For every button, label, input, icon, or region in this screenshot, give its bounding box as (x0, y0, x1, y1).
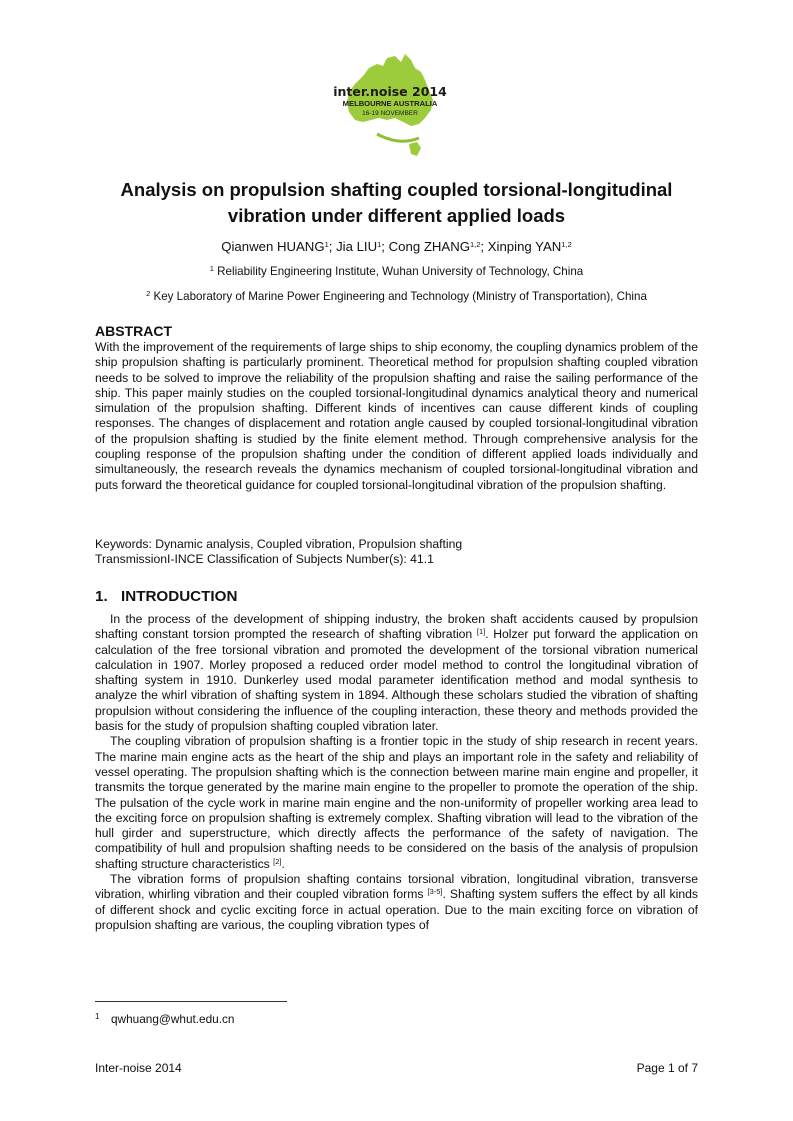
author-affiliation-mark: 1 (324, 240, 329, 249)
author-list: Qianwen HUANG$^1$; Jia LIU$^1$; Cong ZHANG$^{1,2}$; Xinping YAN$^{1,2}$ (221, 239, 572, 254)
affiliation-number: 1 (209, 264, 214, 273)
abstract-heading: ABSTRACT (95, 323, 172, 339)
footer-conference: Inter-noise 2014 (95, 1061, 182, 1075)
classification-line: TransmissionI-INCE Classification of Subjects Number(s): 41.1 (95, 552, 434, 567)
logo-line-2: MELBOURNE AUSTRALIA (342, 99, 438, 108)
introduction-body (95, 612, 698, 933)
abstract-text: With the improvement of the requirements of large ships to ship economy, the coupling dynamics problem of the ship propulsion shafting is particularly prominent. Theoretical method for propulsion shafting coupled vibration needs to be solved to improve the reliability of the propulsion shafting and raise the sailing performance of the ship. This paper mainly studies on the coupled torsional-longitudinal dynamics analytical theory and numerical simulation of the propulsion shafting. Different kinds of incentives can cause different kinds of coupling responses. The changes of displacement and rotation angle caused by coupled torsional-longitudinal vibration of the propulsion shafting is studied by the finite element method. Through comprehensive analysis for the coupling response of the propulsion shafting under the condition of different applied loads individually and simultaneously, the research reveals the dynamics mechanism of coupled torsional-longitudinal vibration and puts forward the theoretical guidance for coupled torsional-longitudinal vibration of the propulsion shafting. (95, 340, 698, 492)
author-name: Cong ZHANG (388, 239, 470, 254)
tasmania-shape (409, 142, 421, 156)
australia-map-logo (325, 46, 455, 164)
paper-title (60, 177, 733, 229)
author-name: Jia LIU (336, 239, 378, 254)
footer-page-number: Page 1 of 7 (636, 1061, 698, 1075)
section-title: INTRODUCTION (121, 588, 238, 605)
author-name: Xinping YAN (487, 239, 562, 254)
footnote-divider (95, 1001, 287, 1002)
citation-ref: [1] (476, 627, 486, 637)
author-name: Qianwen HUANG (221, 239, 325, 254)
boomerang-swoosh (377, 134, 419, 141)
footnote-email[interactable]: qwhuang@whut.edu.cn (111, 1012, 235, 1026)
author-affiliation-mark: 1,2 (561, 240, 572, 249)
title-line-1: Analysis on propulsion shafting coupled torsional-longitudinal (120, 179, 673, 200)
keywords-line: Keywords: Dynamic analysis, Coupled vibration, Propulsion shafting (95, 537, 463, 551)
intro-paragraph-2: The coupling vibration of propulsion shafting is a frontier topic in the study of ship research in recent years. The marine main engine acts as the heart of the ship and plays an important role in the safety and reliability of vessel operating. The propulsion shafting which is the connection between marine main engine and propeller, it transmits the torque generated by the marine main engine to the propeller to promote the operation of the ship. The pulsation of the cycle work in marine main engine and the non-uniformity of propeller working area lead to the exciting force on propulsion shafting is extremely complex. Shafting vibration will lead to the vibration of the hull girder and superstructure, which directly affects the performance of the safety of navigation. The compatibility of hull and propulsion shafting needs to be considered on the basis of the analysis of propulsion shafting structure characteristics [2]. (95, 734, 698, 871)
logo-line-3: 16-19 NOVEMBER (362, 110, 418, 117)
affiliation-text: Reliability Engineering Institute, Wuhan University of Technology, China (217, 265, 584, 278)
affiliation-1 (40, 265, 753, 278)
footnote (95, 1012, 234, 1026)
introduction-heading (95, 588, 237, 605)
author-affiliation-mark: 1,2 (469, 240, 481, 249)
author-affiliation-mark: 1 (377, 240, 382, 249)
footnote-mark: 1 (95, 1012, 100, 1021)
title-line-2: vibration under different applied loads (227, 205, 566, 226)
affiliation-2 (40, 290, 753, 303)
conference-logo (325, 46, 455, 164)
affiliation-number: 2 (146, 289, 151, 298)
logo-line-1: inter.noise 2014 (333, 84, 447, 99)
citation-ref: [3-5] (427, 887, 443, 897)
citation-ref: [2] (273, 856, 282, 866)
affiliation-text: Key Laboratory of Marine Power Engineering and Technology (Ministry of Transportation), China (153, 290, 647, 303)
keywords-block (95, 537, 698, 568)
intro-paragraph-1: In the process of the development of shipping industry, the broken shaft accidents caused by propulsion shafting constant torsion prompted the research of shafting vibration [1]. Holzer put forward the application on calculation of the free torsional vibration and promoted the development of the torsional vibration numerical calculation in 1907. Morley proposed a reduced order model method to control the longitudinal vibration of shafting system in 1910. Dunkerley used modal parameter identification method and modal synthesis to analyze the whirl vibration of shafting system in 1894. Although these scholars studied the vibration of shafting propulsion without considering the influence of the coupling interaction, these theory and methods provided the basis for the study of propulsion shafting coupled vibration later. (95, 612, 698, 734)
section-number: 1. (95, 588, 108, 605)
intro-paragraph-3: The vibration forms of propulsion shafting contains torsional vibration, longitudinal vibration, transverse vibration, whirling vibration and their coupled vibration forms [3-5]. Shafting system suffers the effect by all kinds of different shock and cyclic exciting force in actual operation. Due to the main exciting force on vibration of propulsion shafting are various, the coupling vibration types of (95, 872, 698, 932)
